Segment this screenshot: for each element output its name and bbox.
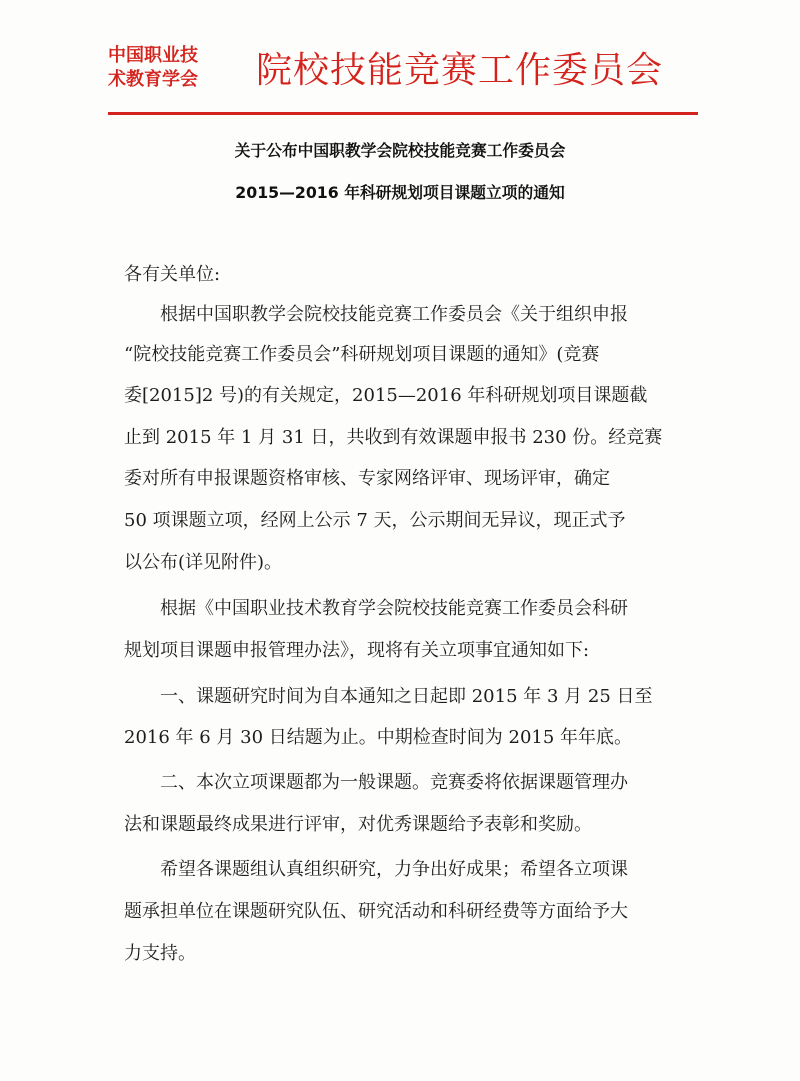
- body-line: 根据中国职教学会院校技能竞赛工作委员会《关于组织申报: [160, 304, 628, 325]
- organization-name: [108, 44, 228, 92]
- body-line: 题承担单位在课题研究队伍、研究活动和科研经费等方面给予大: [124, 901, 628, 922]
- body-line: 规划项目课题申报管理办法》，现将有关立项事宜通知如下:: [124, 640, 590, 661]
- document-title-line-2: 2015—2016 年科研规划项目课题立项的通知: [235, 183, 565, 202]
- organization-name-line-1: 中国职业技: [108, 45, 198, 66]
- body-line: 止到 2015 年 1 月 31 日，共收到有效课题申报书 230 份。经竞赛: [124, 427, 663, 448]
- body-line: 根据《中国职业技术教育学会院校技能竞赛工作委员会科研: [160, 598, 628, 619]
- organization-name-line-2: 术教育学会: [108, 69, 198, 90]
- committee-name: 院校技能竞赛工作委员会: [256, 50, 664, 91]
- body-line: 力支持。: [124, 943, 196, 964]
- body-line: 50 项课题立项，经网上公示 7 天，公示期间无异议，现正式予: [124, 510, 626, 531]
- body-line: 法和课题最终成果进行评审，对优秀课题给予表彰和奖励。: [124, 814, 592, 835]
- document-title-line-1: 关于公布中国职教学会院校技能竞赛工作委员会: [234, 141, 566, 160]
- salutation: 各有关单位:: [124, 264, 221, 285]
- body-line: “院校技能竞赛工作委员会”科研规划项目课题的通知》(竞赛: [124, 344, 600, 365]
- letterhead: [108, 44, 708, 114]
- body-line: 2016 年 6 月 30 日结题为止。中期检查时间为 2015 年年底。: [124, 727, 633, 748]
- body-line: 希望各课题组认真组织研究，力争出好成果；希望各立项课: [160, 859, 628, 880]
- body-line: 二、本次立项课题都为一般课题。竞赛委将依据课题管理办: [160, 772, 628, 793]
- body-line: 委[2015]2 号)的有关规定，2015—2016 年科研规划项目课题截: [124, 385, 648, 406]
- body-line: 委对所有申报课题资格审核、专家网络评审、现场评审，确定: [124, 468, 610, 489]
- letterhead-divider: [108, 112, 698, 115]
- body-line: 一、课题研究时间为自本通知之日起即 2015 年 3 月 25 日至: [160, 686, 653, 707]
- body-line: 以公布(详见附件)。: [124, 552, 283, 573]
